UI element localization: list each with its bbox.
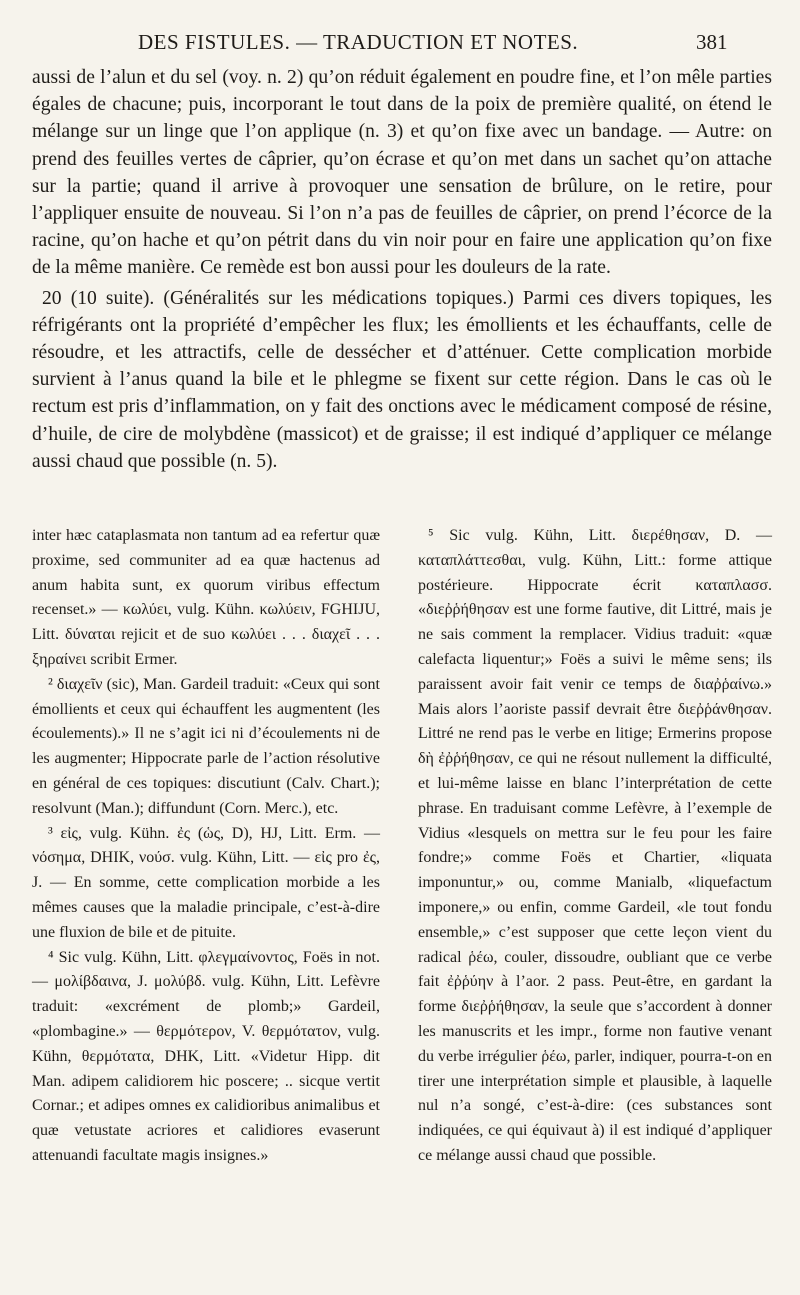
footnote: ⁴ Sic vulg. Kühn, Litt. φλεγμαίνοντος, Foës in not. — μολίβδαινα, J. μολύβδ. vulg. Kühn, Litt. Lefèvre traduit: «excrément de plomb;» Gardeil, «plombagine.» — θερμότερον, V. θερμότατον, vulg. Kühn, θερμότατα, DHK, Litt. «Videtur Hipp. dit Man. adipem calidiorem hic poscere; .. sicque vertit Cornar.; et adipes omnes ex calidioribus animalibus et quæ vetustate acriores et calidiores evaserunt attenuandi facultate magis insignes.» xyxy=(32,948,380,1164)
main-text xyxy=(32,64,772,475)
running-title: DES FISTULES. — TRADUCTION ET NOTES. xyxy=(138,30,579,54)
body-paragraph: 20 (10 suite). (Généralités sur les médications topiques.) Parmi ces divers topiques, les réfrigérants ont la propriété d’empêcher les flux; les émollients et les échauffants, celle de résoudre, et les attractifs, celle de dessécher et d’atténuer. Cette complication morbide survient à l’anus quand la bile et le phlegme se fixent sur cette région. Dans le cas où le rectum est pris d’inflammation, on y fait des onctions avec le médicament composé de résine, d’huile, de cire de molybdène (massicot) et de graisse; il est indiqué d’appliquer ce mélange aussi chaud que possible (n. 5). xyxy=(32,287,772,472)
body-paragraph: aussi de l’alun et du sel (voy. n. 2) qu’on réduit également en poudre fine, et l’on mêle parties égales de chacune; puis, incorporant le tout dans de la poix de première qualité, on étend le mélange sur un linge que l’on applique (n. 3) et qu’on fixe avec un bandage. — Autre: on prend des feuilles vertes de câprier, qu’on écrase et qu’on met dans un sachet qu’on attache sur la partie; quand il arrive à provoquer une sensation de brûlure, on le retire, pour l’appliquer ensuite de nouveau. Si l’on n’a pas de feuilles de câprier, on prend l’écorce de la racine, qu’on hache et qu’on pétrit dans du vin noir pour en faire une application qu’on fixe de la même manière. Ce remède est bon aussi pour les douleurs de la rate. xyxy=(32,67,772,279)
running-header xyxy=(0,30,800,58)
footnotes-left-column xyxy=(32,524,380,1169)
footnote: inter hæc cataplasmata non tantum ad ea refertur quæ proxime, sed communiter ad ea quæ hactenus ad anum habita sunt, ex quorum viribus effectum recenset.» — κωλύει, vulg. Kühn. κωλύειν, FGHIJU, Litt. δύναται rejicit et de suo κωλύει . . . διαχεῖ . . . ξηραίνει scribit Ermer. xyxy=(32,527,380,668)
footnote: ² διαχεῖν (sic), Man. Gardeil traduit: «Ceux qui sont émollients et ceux qui échauffent les augmentent (les écoulements).» Il ne s’agit ici ni d’écoulements ni de les augmenter; Hippocrate parle de l’action résolutive en général de ces topiques: discutiunt (Calv. Chart.); resolvunt (Man.); diffundunt (Corn. Merc.), etc. xyxy=(32,675,380,817)
footnote: ⁵ Sic vulg. Kühn, Litt. διερέθησαν, D. — καταπλάττεσθαι, vulg. Kühn, Litt.: forme attique postérieure. Hippocrate écrit καταπλασσ. «διεῤῥήθησαν est une forme fautive, dit Littré, mais je ne sais comment la remplacer. Vidius traduit: «quæ calefacta liquentur;» Foës a suivi le même sens; ils paraissent avoir fait venir ce temps de διαῤῥαίνω.» Mais alors l’aoriste passif devrait être διεῤῥάνθησαν. Littré ne rend pas le verbe en litige; Ermerins propose δὴ ἐῤῥήθησαν, ce qui ne résout nullement la difficulté, et lui-même laisse en blanc l’interprétation de cette phrase. En traduisant comme Lefèvre, à l’exemple de Vidius «lesquels on mettra sur le feu pour les faire fondre;» comme Foës et Chartier, «liquata imponuntur,» ou, comme Manialb, «liquefactum imponere,» ou enfin, comme Gardeil, «le tout fondu ensemble,» c’est supposer que cette leçon vient du radical ῥέω, couler, dissoudre, oubliant que ce verbe fait ἐῤῥύην à l’aor. 2 pass. Peut-être, en gardant la forme διεῤῥήθησαν, la seule que s’accordent à donner les manuscrits et les impr., forme non fautive venant du verbe irrégulier ῥέω, parler, indiquer, pourra-t-on en tirer une interprétation simple et plausible, à laquelle nul n’a songé, c’est-à-dire: (ces substances sont indiquées, ce qui équivaut à) il est indiqué d’appliquer ce mélange aussi chaud que possible. xyxy=(418,527,772,1164)
footnote: ³ εἰς, vulg. Kühn. ἐς (ὡς, D), HJ, Litt. Erm. — νόσημα, DHIK, νούσ. vulg. Kühn, Litt. — εἰς pro ἐς, J. — En somme, cette complication morbide a les mêmes causes que la maladie principale, c’est-à-dire une fluxion de bile et de pituite. xyxy=(32,824,380,941)
footnotes-right-column xyxy=(418,524,772,1169)
page-number: 381 xyxy=(696,30,728,54)
